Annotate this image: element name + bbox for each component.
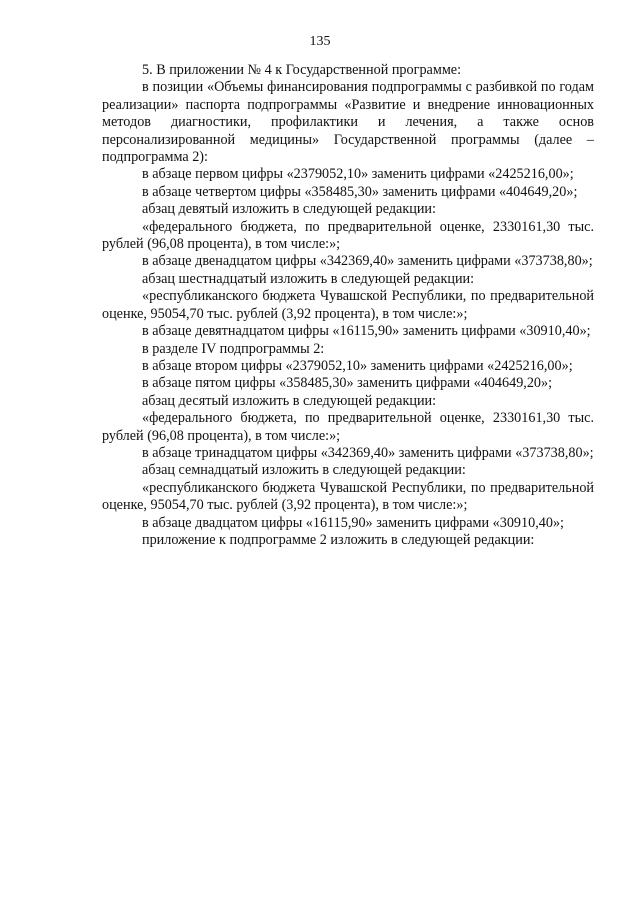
paragraph: в абзаце девятнадцатом цифры «16115,90» заменить цифрами «30910,40»;	[142, 323, 591, 340]
paragraph: «федерального бюджета, по предварительной оценке, 2330161,30 тыс. рублей (96,08 процента), в том числе:»;	[102, 410, 594, 444]
paragraph: в абзаце тринадцатом цифры «342369,40» заменить цифрами «373738,80»;	[142, 444, 594, 461]
paragraph: в абзаце втором цифры «2379052,10» заменить цифрами «2425216,00»;	[142, 357, 573, 374]
paragraph: в абзаце первом цифры «2379052,10» заменить цифрами «2425216,00»;	[142, 166, 574, 183]
paragraph: в абзаце четвертом цифры «358485,30» заменить цифрами «404649,20»;	[142, 183, 578, 200]
paragraph: в позиции «Объемы финансирования подпрограммы с разбивкой по годам реализации» паспорта подпрограммы «Развитие и внедрение инновационных методов диагностики, профилактики и лечения, а также основ персонализированной медицины» Государственной программы (далее – подпрограмма 2):	[102, 79, 594, 166]
paragraph: в абзаце пятом цифры «358485,30» заменить цифрами «404649,20»;	[142, 375, 553, 392]
paragraph: абзац десятый изложить в следующей редакции:	[142, 392, 437, 409]
paragraph: 5. В приложении № 4 к Государственной программе:	[142, 62, 462, 78]
paragraph: «федерального бюджета, по предварительной оценке, 2330161,30 тыс. рублей (96,08 процента), в том числе:»;	[102, 218, 594, 253]
paragraph: в абзаце двенадцатом цифры «342369,40» заменить цифрами «373738,80»;	[142, 253, 593, 270]
paragraph: приложение к подпрограмме 2 изложить в следующей редакции:	[142, 531, 535, 548]
paragraph: в разделе IV подпрограммы 2:	[142, 340, 325, 357]
page-number: 135	[309, 34, 331, 49]
paragraph: «республиканского бюджета Чувашской Республики, по предварительной оценке, 95054,70 тыс. рублей (3,92 процента), в том числе:»;	[102, 479, 594, 514]
document-body	[102, 62, 594, 549]
paragraph: абзац семнадцатый изложить в следующей редакции:	[142, 462, 466, 479]
paragraph: абзац шестнадцатый изложить в следующей редакции:	[142, 270, 475, 287]
paragraph: абзац девятый изложить в следующей редакции:	[142, 201, 436, 218]
paragraph: в абзаце двадцатом цифры «16115,90» заменить цифрами «30910,40»;	[142, 514, 564, 531]
paragraph: «республиканского бюджета Чувашской Республики, по предварительной оценке, 95054,70 тыс. рублей (3,92 процента), в том числе:»;	[102, 288, 594, 322]
